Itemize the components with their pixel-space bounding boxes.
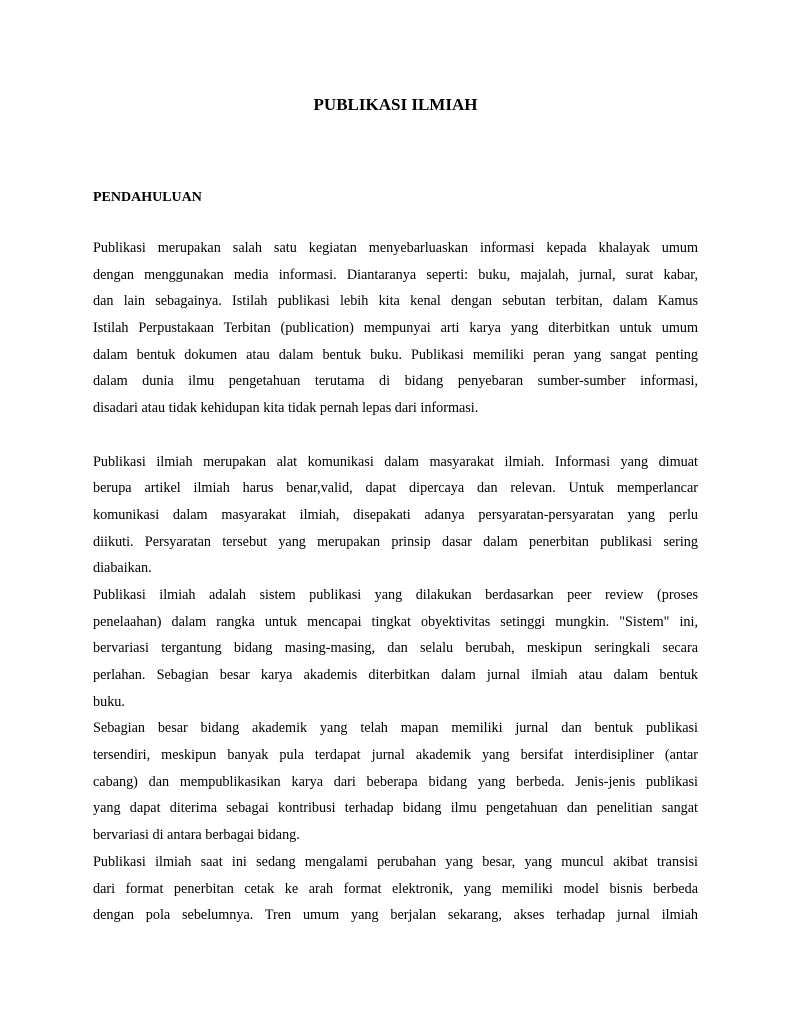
text-line: diikuti. Persyaratan tersebut yang merupakan prinsip dasar dalam penerbitan publikasi sering xyxy=(93,533,698,550)
text-line: bervariasi di antara berbagai bidang. xyxy=(93,827,300,844)
text-line: dalam dunia ilmu pengetahuan terutama di bidang penyebaran sumber-sumber informasi, xyxy=(93,373,698,390)
text-line: Publikasi ilmiah merupakan alat komunikasi dalam masyarakat ilmiah. Informasi yang dimuat xyxy=(93,453,698,470)
text-line: buku. xyxy=(93,693,125,710)
text-line: penelaahan) dalam rangka untuk mencapai tingkat obyektivitas setinggi mungkin. "Sistem" ini, xyxy=(93,613,698,630)
text-line: dalam bentuk dokumen atau dalam bentuk buku. Publikasi memiliki peran yang sangat penting xyxy=(93,346,698,363)
paragraph xyxy=(93,582,698,715)
paragraph xyxy=(93,235,698,422)
paragraph xyxy=(93,715,698,848)
text-line: tersendiri, meskipun banyak pula terdapat jurnal akademik yang bersifat interdisipliner (antar xyxy=(93,747,698,764)
paragraph xyxy=(93,849,698,929)
page-title: PUBLIKASI ILMIAH xyxy=(313,95,478,114)
text-line: Istilah Perpustakaan Terbitan (publication) mempunyai arti karya yang diterbitkan untuk umum xyxy=(93,320,698,337)
text-line: cabang) dan mempublikasikan karya dari beberapa bidang yang berbeda. Jenis-jenis publikasi xyxy=(93,773,698,790)
text-line: Publikasi ilmiah saat ini sedang mengalami perubahan yang besar, yang muncul akibat transisi xyxy=(93,853,698,870)
text-line: komunikasi dalam masyarakat ilmiah, disepakati adanya persyaratan-persyaratan yang perlu xyxy=(93,506,698,523)
text-line: Publikasi merupakan salah satu kegiatan menyebarluaskan informasi kepada khalayak umum xyxy=(93,240,698,256)
text-line: diabaikan. xyxy=(93,560,152,577)
text-line: Publikasi ilmiah adalah sistem publikasi yang dilakukan berdasarkan peer review (proses xyxy=(93,586,698,603)
paragraph xyxy=(93,449,698,582)
text-line: yang dapat diterima sebagai kontribusi terhadap bidang ilmu pengetahuan dan penelitian sangat xyxy=(93,800,698,817)
document-body xyxy=(93,235,698,929)
text-line: Sebagian besar bidang akademik yang telah mapan memiliki jurnal dan bentuk publikasi xyxy=(93,720,698,737)
text-line: dengan menggunakan media informasi. Diantaranya seperti: buku, majalah, jurnal, surat kabar, xyxy=(93,266,698,283)
text-line: disadari atau tidak kehidupan kita tidak pernah lepas dari informasi. xyxy=(93,400,479,417)
text-line: berupa artikel ilmiah harus benar,valid, dapat dipercaya dan relevan. Untuk memperlancar xyxy=(93,480,698,497)
text-line: dan lain sebagainya. Istilah publikasi lebih kita kenal dengan sebutan terbitan, dalam Kamus xyxy=(93,293,698,310)
text-line: dengan pola sebelumnya. Tren umum yang berjalan sekarang, akses terhadap jurnal ilmiah xyxy=(93,907,698,924)
text-line: bervariasi tergantung bidang masing-masing, dan selalu berubah, meskipun seringkali secara xyxy=(93,640,698,657)
text-line: perlahan. Sebagian besar karya akademis diterbitkan dalam jurnal ilmiah atau dalam bentuk xyxy=(93,667,698,683)
paragraph-gap xyxy=(93,422,698,449)
text-line: dari format penerbitan cetak ke arah format elektronik, yang memiliki model bisnis berbeda xyxy=(93,880,698,897)
section-heading: PENDAHULUAN xyxy=(93,190,202,205)
